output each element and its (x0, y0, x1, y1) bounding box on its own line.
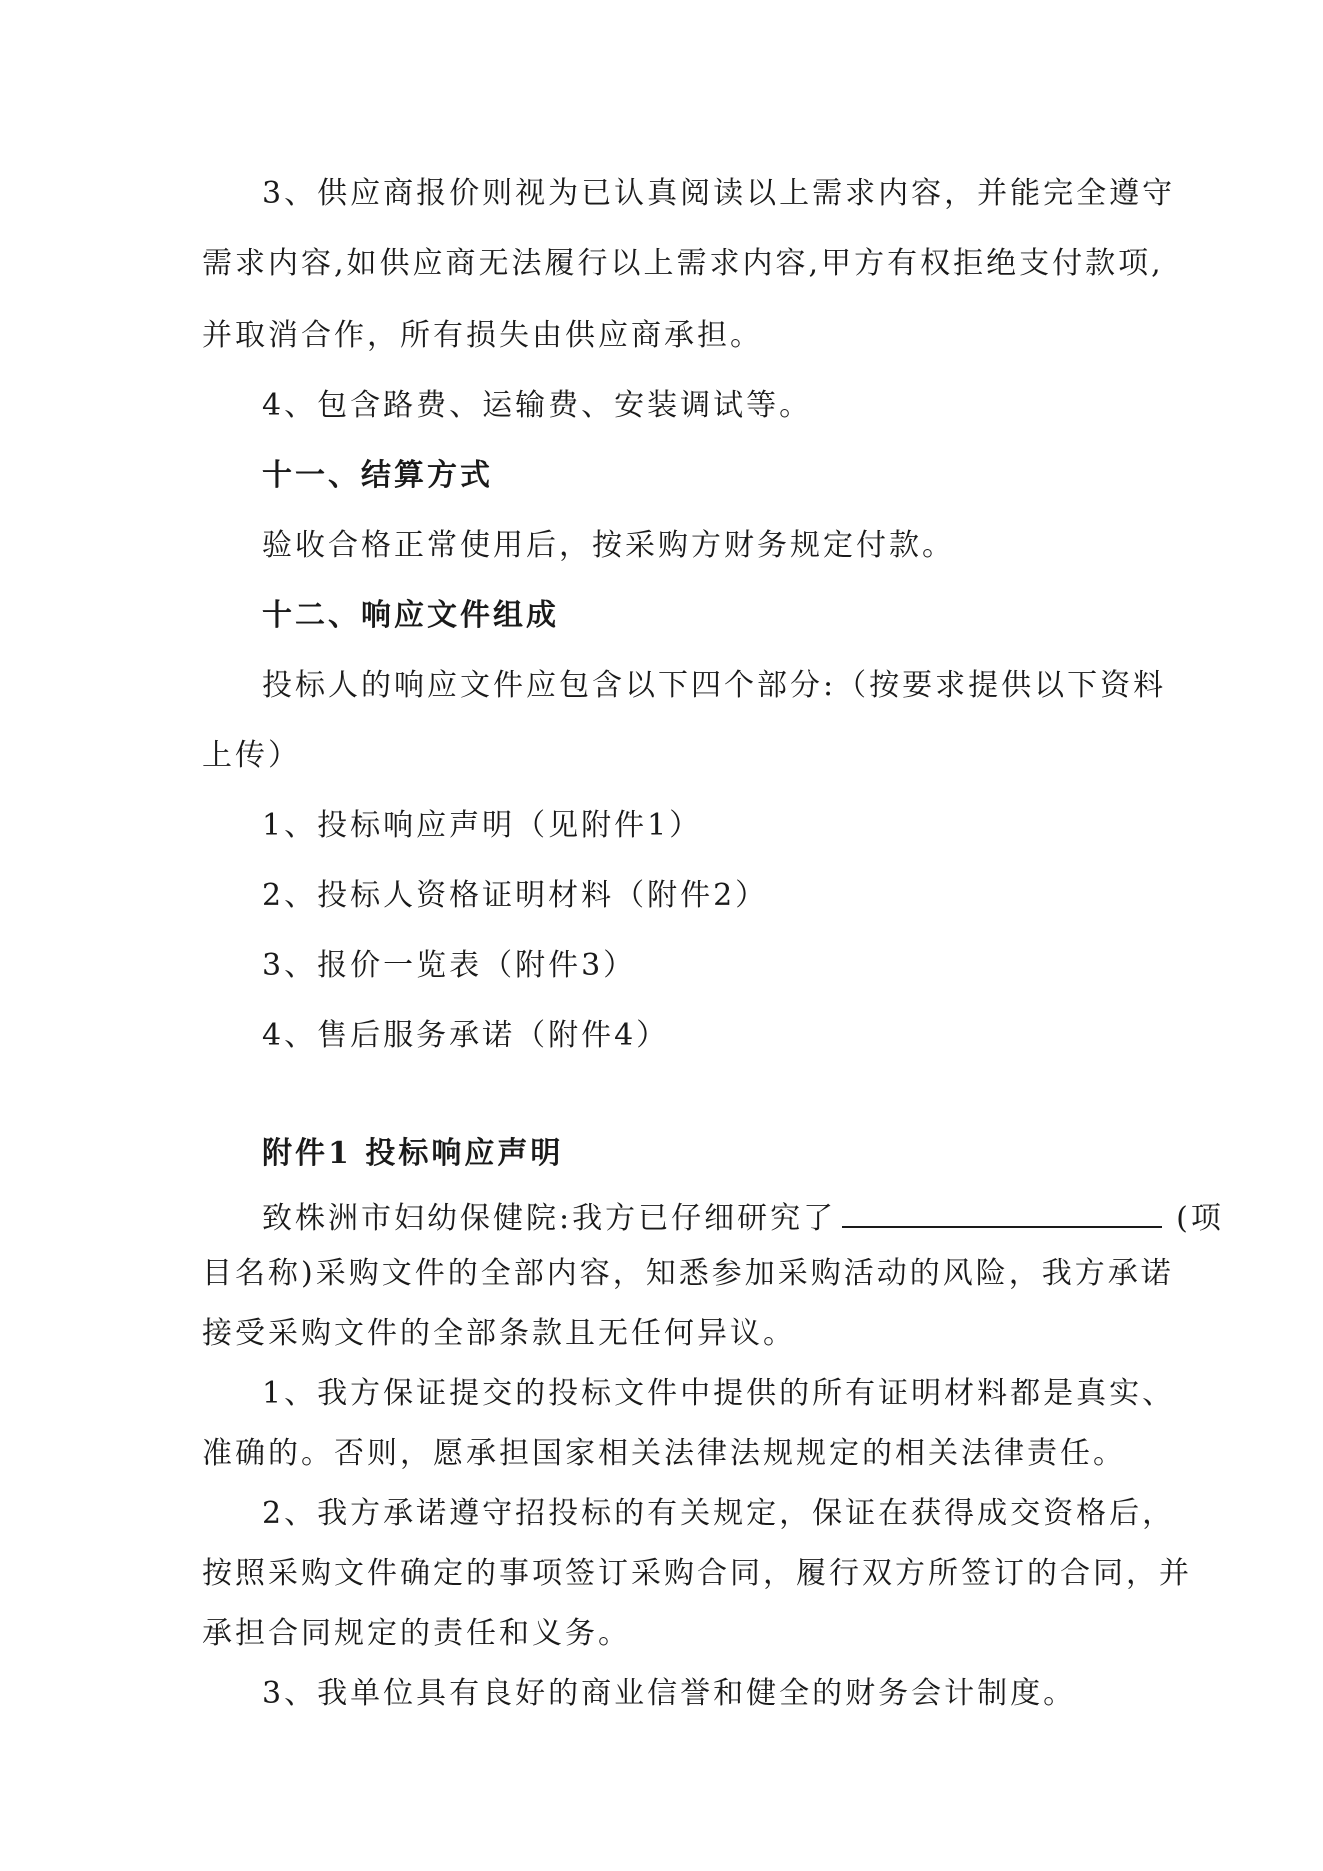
section12-item3: 3、报价一览表（附件3） (262, 948, 637, 983)
attachment1-item2-line1: 2、我方承诺遵守招投标的有关规定，保证在获得成交资格后， (262, 1496, 1176, 1531)
section10-item4: 4、包含路费、运输费、安装调试等。 (262, 388, 813, 423)
attachment1-item2-line3: 承担合同规定的责任和义务。 (202, 1616, 631, 1651)
attachment1-intro-line3: 接受采购文件的全部条款且无任何异议。 (202, 1316, 796, 1351)
attachment1-intro-line2: 目名称)采购文件的全部内容，知悉参加采购活动的风险，我方承诺 (202, 1256, 1174, 1291)
section12-intro-line1: 投标人的响应文件应包含以下四个部分:（按要求提供以下资料 (262, 668, 1167, 703)
project-name-blank (842, 1196, 1162, 1228)
attachment1-item2-line2: 按照采购文件确定的事项签订采购合同，履行双方所签订的合同，并 (202, 1556, 1192, 1591)
section10-item3-line2: 需求内容,如供应商无法履行以上需求内容,甲方有权拒绝支付款项, (202, 246, 1164, 281)
section11-heading: 十一、结算方式 (262, 458, 493, 493)
section10-item3-line3: 并取消合作，所有损失由供应商承担。 (202, 318, 763, 353)
attachment1-item3: 3、我单位具有良好的商业信誉和健全的财务会计制度。 (262, 1676, 1077, 1711)
attachment1-intro-text: 致株洲市妇幼保健院:我方已仔细研究了 (262, 1201, 837, 1236)
attachment1-item1-line2: 准确的。否则，愿承担国家相关法律法规规定的相关法律责任。 (202, 1436, 1126, 1471)
attachment1-heading: 附件1 投标响应声明 (262, 1136, 564, 1171)
section10-item3-line1: 3、供应商报价则视为已认真阅读以上需求内容，并能完全遵守 (262, 176, 1176, 211)
attachment1-item1-line1: 1、我方保证提交的投标文件中提供的所有证明材料都是真实、 (262, 1376, 1176, 1411)
section12-item4: 4、售后服务承诺（附件4） (262, 1018, 670, 1053)
section12-intro-line2: 上传） (202, 738, 301, 773)
section12-item1: 1、投标响应声明（见附件1） (262, 808, 703, 843)
attachment1-intro-suffix: (项 (1176, 1201, 1224, 1236)
attachment1-intro-line1 (262, 1196, 1224, 1237)
section11-body: 验收合格正常使用后，按采购方财务规定付款。 (262, 528, 955, 563)
section12-item2: 2、投标人资格证明材料（附件2） (262, 878, 769, 913)
section12-heading: 十二、响应文件组成 (262, 598, 559, 633)
